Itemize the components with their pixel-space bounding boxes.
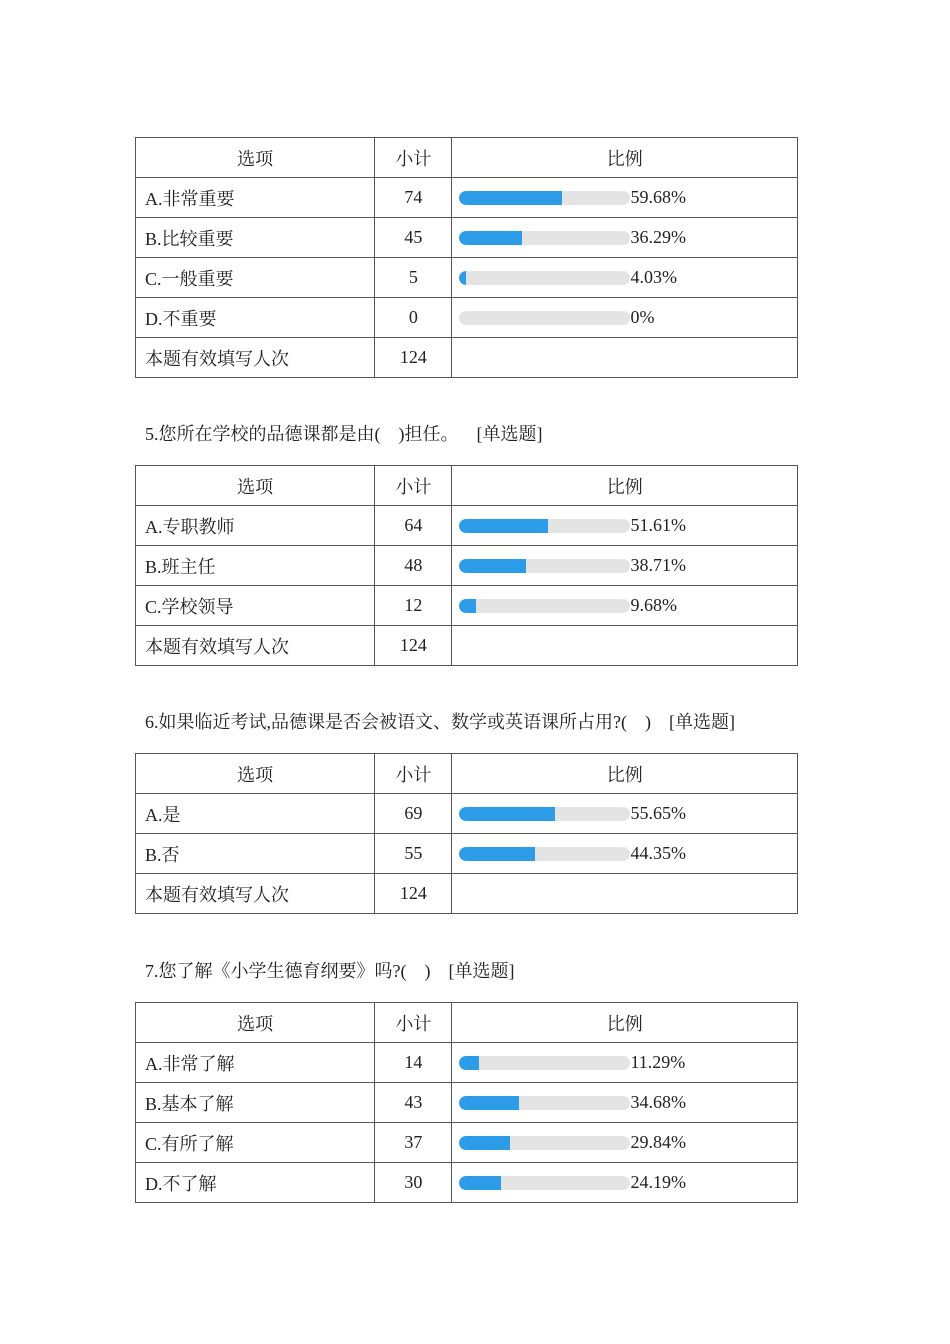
total-row <box>136 874 798 914</box>
option-label: A.非常了解 <box>136 1043 375 1083</box>
progress-bar-fill <box>459 599 476 613</box>
option-ratio <box>452 586 798 626</box>
total-row <box>136 338 798 378</box>
progress-bar-fill <box>459 519 547 533</box>
option-ratio <box>452 298 798 338</box>
option-label: B.比较重要 <box>136 218 375 258</box>
progress-bar-track <box>459 559 630 573</box>
option-label: B.否 <box>136 834 375 874</box>
table-row <box>136 1123 798 1163</box>
progress-bar-fill <box>459 1096 518 1110</box>
header-count: 小计 <box>375 466 452 506</box>
total-ratio-empty <box>452 626 798 666</box>
table-row <box>136 258 798 298</box>
progress-bar-track <box>459 847 630 861</box>
percent-label: 55.65% <box>630 803 686 823</box>
question-title <box>145 957 514 983</box>
header-option: 选项 <box>136 466 375 506</box>
progress-bar-track <box>459 311 630 325</box>
option-count: 30 <box>375 1163 452 1203</box>
option-label: A.专职教师 <box>136 506 375 546</box>
progress-bar-track <box>459 807 630 821</box>
header-ratio: 比例 <box>452 1003 798 1043</box>
total-label: 本题有效填写人次 <box>136 626 375 666</box>
result-table <box>135 137 798 378</box>
option-label: A.非常重要 <box>136 178 375 218</box>
progress-bar-track <box>459 271 630 285</box>
question-type: [单选题] <box>448 961 515 981</box>
total-ratio-empty <box>452 338 798 378</box>
table-header-row <box>136 138 798 178</box>
option-label: C.学校领导 <box>136 586 375 626</box>
option-count: 69 <box>375 794 452 834</box>
progress-bar-fill <box>459 1136 510 1150</box>
total-count: 124 <box>375 338 452 378</box>
percent-label: 29.84% <box>630 1132 686 1152</box>
header-count: 小计 <box>375 1003 452 1043</box>
table-row <box>136 178 798 218</box>
total-row <box>136 626 798 666</box>
option-ratio <box>452 178 798 218</box>
question-type: [单选题] <box>668 712 735 732</box>
percent-label: 11.29% <box>630 1052 686 1072</box>
progress-bar-fill <box>459 1176 500 1190</box>
progress-bar-track <box>459 1136 630 1150</box>
table-row <box>136 506 798 546</box>
option-ratio <box>452 1123 798 1163</box>
percent-label: 24.19% <box>630 1172 686 1192</box>
option-count: 55 <box>375 834 452 874</box>
header-option: 选项 <box>136 1003 375 1043</box>
progress-bar-fill <box>459 231 521 245</box>
option-ratio <box>452 218 798 258</box>
table-row <box>136 298 798 338</box>
header-ratio: 比例 <box>452 138 798 178</box>
percent-label: 34.68% <box>630 1092 686 1112</box>
option-label: B.基本了解 <box>136 1083 375 1123</box>
progress-bar-track <box>459 599 630 613</box>
table-row <box>136 794 798 834</box>
progress-bar-fill <box>459 847 535 861</box>
option-count: 74 <box>375 178 452 218</box>
percent-label: 44.35% <box>630 843 686 863</box>
table-header-row <box>136 754 798 794</box>
option-count: 5 <box>375 258 452 298</box>
progress-bar-track <box>459 1176 630 1190</box>
header-option: 选项 <box>136 138 375 178</box>
progress-bar-track <box>459 519 630 533</box>
option-ratio <box>452 1163 798 1203</box>
option-count: 37 <box>375 1123 452 1163</box>
percent-label: 38.71% <box>630 555 686 575</box>
question-text: 7.您了解《小学生德育纲要》吗?( ) <box>145 961 431 981</box>
progress-bar-fill <box>459 807 554 821</box>
option-count: 64 <box>375 506 452 546</box>
option-label: C.有所了解 <box>136 1123 375 1163</box>
table-row <box>136 218 798 258</box>
total-count: 124 <box>375 626 452 666</box>
percent-label: 4.03% <box>630 267 677 287</box>
total-label: 本题有效填写人次 <box>136 338 375 378</box>
progress-bar-fill <box>459 1056 478 1070</box>
option-count: 43 <box>375 1083 452 1123</box>
option-label: D.不重要 <box>136 298 375 338</box>
option-count: 0 <box>375 298 452 338</box>
option-label: D.不了解 <box>136 1163 375 1203</box>
header-ratio: 比例 <box>452 754 798 794</box>
option-label: B.班主任 <box>136 546 375 586</box>
percent-label: 51.61% <box>630 515 686 535</box>
option-label: A.是 <box>136 794 375 834</box>
header-count: 小计 <box>375 138 452 178</box>
table-row <box>136 1163 798 1203</box>
table-row <box>136 1083 798 1123</box>
option-count: 14 <box>375 1043 452 1083</box>
total-label: 本题有效填写人次 <box>136 874 375 914</box>
table-header-row <box>136 1003 798 1043</box>
header-ratio: 比例 <box>452 466 798 506</box>
option-ratio <box>452 834 798 874</box>
percent-label: 36.29% <box>630 227 686 247</box>
percent-label: 59.68% <box>630 187 686 207</box>
option-ratio <box>452 1083 798 1123</box>
progress-bar-track <box>459 1096 630 1110</box>
progress-bar-fill <box>459 559 525 573</box>
table-row <box>136 546 798 586</box>
header-option: 选项 <box>136 754 375 794</box>
header-count: 小计 <box>375 754 452 794</box>
total-count: 124 <box>375 874 452 914</box>
option-count: 12 <box>375 586 452 626</box>
progress-bar-track <box>459 191 630 205</box>
progress-bar-fill <box>459 191 561 205</box>
table-header-row <box>136 466 798 506</box>
question-text: 5.您所在学校的品德课都是由( )担任。 <box>145 424 459 444</box>
table-row <box>136 1043 798 1083</box>
progress-bar-track <box>459 1056 630 1070</box>
question-title <box>145 420 543 446</box>
option-ratio <box>452 1043 798 1083</box>
progress-bar-track <box>459 231 630 245</box>
table-row <box>136 834 798 874</box>
table-row <box>136 586 798 626</box>
percent-label: 0% <box>630 307 655 327</box>
percent-label: 9.68% <box>630 595 677 615</box>
progress-bar-fill <box>459 271 466 285</box>
option-ratio <box>452 258 798 298</box>
result-table <box>135 1002 798 1203</box>
total-ratio-empty <box>452 874 798 914</box>
question-title <box>145 708 735 734</box>
option-count: 48 <box>375 546 452 586</box>
option-count: 45 <box>375 218 452 258</box>
result-table <box>135 753 798 914</box>
question-text: 6.如果临近考试,品德课是否会被语文、数学或英语课所占用?( ) <box>145 712 651 732</box>
option-ratio <box>452 506 798 546</box>
question-type: [单选题] <box>476 424 543 444</box>
option-ratio <box>452 546 798 586</box>
option-ratio <box>452 794 798 834</box>
result-table <box>135 465 798 666</box>
option-label: C.一般重要 <box>136 258 375 298</box>
